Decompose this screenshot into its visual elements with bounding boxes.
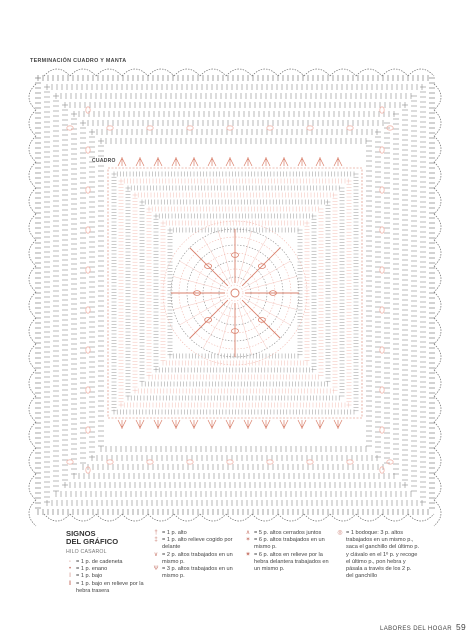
legend-item-text: = 5 p. altos cerrados juntos [254,530,322,536]
legend-item-text: = 1 p. de cadeneta [76,559,123,565]
legend-item [244,552,330,574]
legend-item [152,566,238,580]
stitch-symbol-icon: Ѱ [153,566,159,573]
chart-title: TERMINACIÓN CUADRO Y MANTA [30,58,127,64]
legend-item [152,552,238,566]
legend-column-3 [244,530,330,573]
legend-item-text: = 1 p. bajo [76,573,103,580]
legend-item [66,559,148,566]
stitch-symbol-icon: ǁ [68,580,72,587]
legend-item [66,566,148,573]
stitch-symbol-icon: ‡ [154,537,158,544]
legend-item-text: = 6 p. altos en relieve por la hebra delantera trabajados en un mismo p. [254,551,329,573]
legend-title [66,530,136,547]
inner-square [108,157,362,429]
stitch-symbol-icon: ◦ [68,559,72,565]
legend-item-text: = 1 p. alto relieve cogido por delante [162,537,233,551]
stitch-symbol-icon: ∧ [245,530,251,536]
legend-item [244,537,330,551]
border-scallops [29,69,441,526]
legend-item-text: = 2 p. altos trabajados en un mismo p. [162,551,233,565]
legend-item-text: = 1 p. alto [162,530,187,536]
legend-item-text: = 1 p. enano [76,566,108,573]
page-footer [380,622,466,632]
legend-item-text: = 1 p. bajo en relieve por la hebra trasera [76,580,144,594]
inner-square-label: CUADRO [92,158,116,164]
legend-title-line2: DEL GRÁFICO [66,537,119,547]
legend-title-line1: SIGNOS [66,529,96,538]
stitch-symbol-icon: • [68,566,72,573]
legend-yarn: HILO CASAROL [66,549,107,555]
stitch-symbol-icon: ǀ [69,573,71,580]
legend-item [244,530,330,537]
legend-item-text: = 3 p. altos trabajados en un mismo p. [162,566,233,580]
page-number: 59 [455,622,467,632]
legend-item [152,530,238,537]
legend-item [66,581,148,595]
stitch-symbol-icon: † [154,530,158,536]
legend-item-text: = 1 bodoque: 3 p. altos trabajados en un mismo p., saca el ganchillo del último p. y clávalo en el 1º p. y recoge el último p., pon hebra y pásala a través de los 2 p. del ganchillo [346,530,420,580]
legend-item-text: = 6 p. altos trabajados en un mismo p. [254,537,325,551]
center-medallion [163,221,307,365]
magazine-name: LABORES DEL HOGAR [380,626,452,632]
stitch-symbol-icon: ✶ [245,537,251,544]
legend-item [152,537,238,551]
legend-item [336,530,420,580]
stitch-symbol-icon: ◎ [337,530,343,536]
stitch-symbol-icon: ✷ [245,551,251,558]
stitch-symbol-icon: ∨ [153,551,159,558]
legend-column-4 [336,530,420,580]
blanket-border [35,75,435,515]
legend-item [66,573,148,580]
legend-column-2 [152,530,238,580]
legend-column-1 [66,559,148,595]
